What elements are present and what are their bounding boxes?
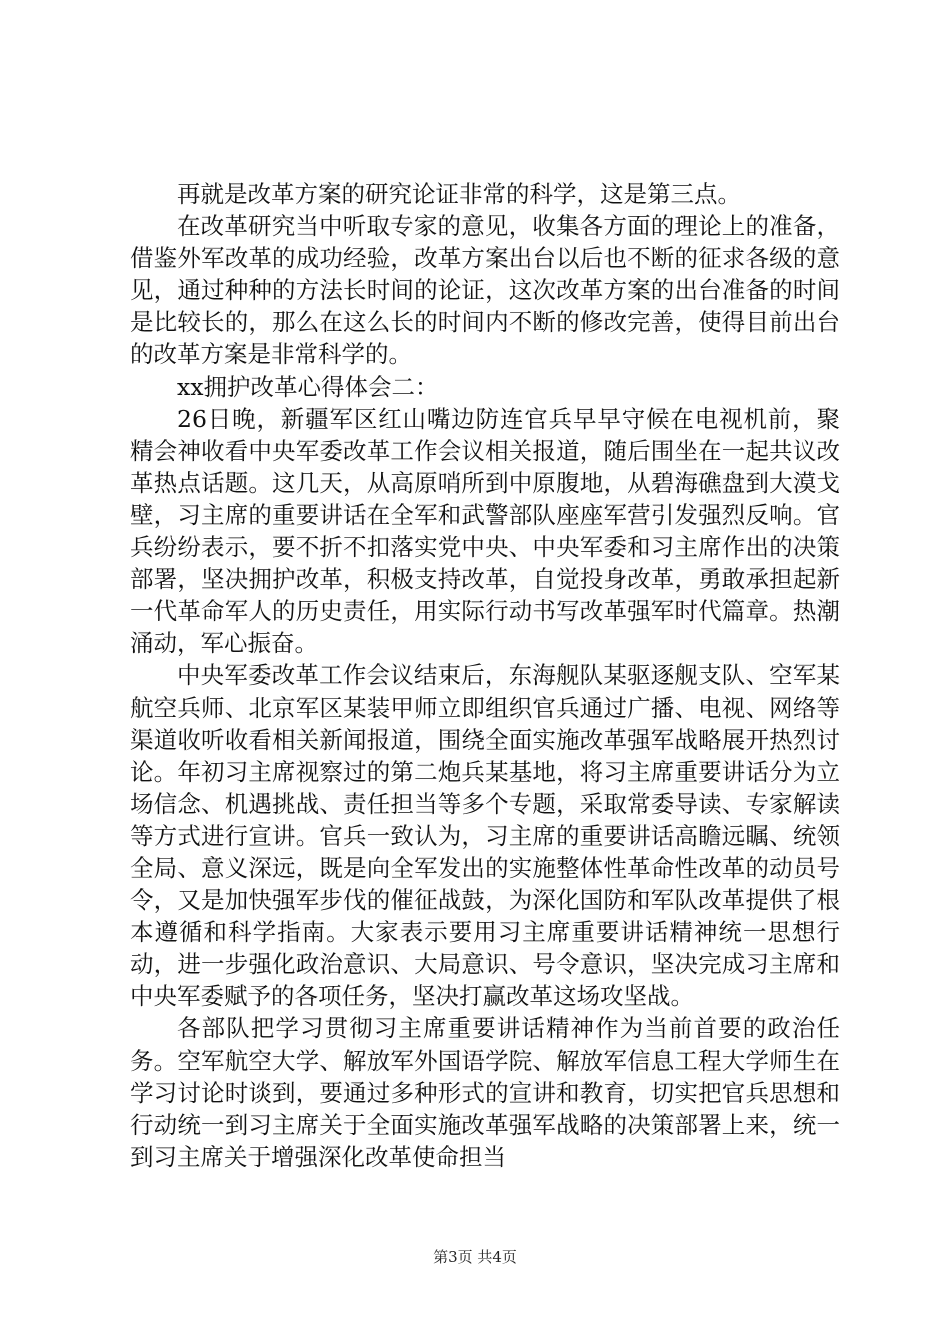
paragraph-5: 各部队把学习贯彻习主席重要讲话精神作为当前首要的政治任务。空军航空大学、解放军外国语学院、解放军信息工程大学师生在学习讨论时谈到，要通过多种形式的宣讲和教育，切实把官兵思想和行动统一到习主席关于全面实施改革强军战略的决策部署上来，统一到习主席关于增强深化改革使命担当 (130, 1014, 840, 1171)
paragraph-1: 再就是改革方案的研究论证非常的科学，这是第三点。 (177, 180, 741, 208)
paragraph-2: 在改革研究当中听取专家的意见，收集各方面的理论上的准备，借鉴外军改革的成功经验，改革方案出台以后也不断的征求各级的意见，通过种种的方法长时间的论证，这次改革方案的出台准备的时间是比较长的，那么在这么长的时间内不断的修改完善，使得目前出台的改革方案是非常科学的。 (130, 212, 840, 369)
section-heading: xx拥护改革心得体会二： (177, 372, 439, 401)
document-body (130, 178, 840, 1173)
paragraph-3: 26日晚，新疆军区红山嘴边防连官兵早早守候在电视机前，聚精会神收看中央军委改革工作会议相关报道，随后围坐在一起共议改革热点话题。这几天，从高原哨所到中原腹地，从碧海礁盘到大漠戈壁，习主席的重要讲话在全军和武警部队座座军营引发强烈反响。官兵纷纷表示，要不折不扣落实党中央、中央军委和习主席作出的决策部署，坚决拥护改革，积极支持改革，自觉投身改革，勇敢承担起新一代革命军人的历史责任，用实际行动书写改革强军时代篇章。热潮涌动，军心振奋。 (130, 404, 840, 658)
page-footer: 第3页 共4页 (433, 1248, 517, 1266)
paragraph-4: 中央军委改革工作会议结束后，东海舰队某驱逐舰支队、空军某航空兵师、北京军区某装甲师立即组织官兵通过广播、电视、网络等渠道收听收看相关新闻报道，围绕全面实施改革强军战略展开热烈讨论。年初习主席视察过的第二炮兵某基地，将习主席重要讲话分为立场信念、机遇挑战、责任担当等多个专题，采取常委导读、专家解读等方式进行宣讲。官兵一致认为，习主席的重要讲话高瞻远瞩、统领全局、意义深远，既是向全军发出的实施整体性革命性改革的动员号令，又是加快强军步伐的催征战鼓，为深化国防和军队改革提供了根本遵循和科学指南。大家表示要用习主席重要讲话精神统一思想行动，进一步强化政治意识、大局意识、号令意识，坚决完成习主席和中央军委赋予的各项任务，坚决打赢改革这场攻坚战。 (130, 661, 840, 1011)
